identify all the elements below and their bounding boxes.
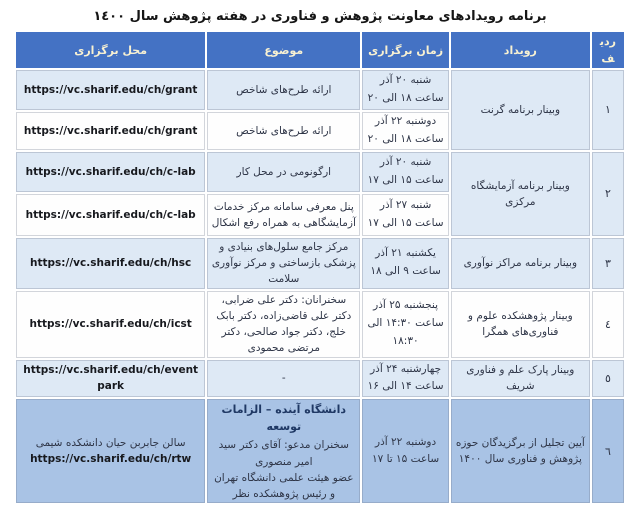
- cell-topic: ارگونومی در محل کار: [207, 152, 360, 192]
- cell-topic: ارائه طرح‌های شاخص: [207, 112, 360, 150]
- cell-event: وبینار برنامه مراکز نوآوری: [451, 238, 590, 289]
- time-date: پنجشنبه ۲۵ آذر: [373, 299, 439, 312]
- cell-row-number: ٣: [592, 238, 624, 289]
- cell-location: [16, 399, 205, 503]
- topic-speaker-affiliation: عضو هیئت علمی دانشگاه تهران و رئیس پژوهشکده نظر: [214, 471, 354, 501]
- cell-location-link[interactable]: https://vc.sharif.edu/ch/grant: [16, 112, 205, 150]
- time-hours: ساعت ۱۸ الی ۲۰: [367, 132, 444, 145]
- time-hours: ساعت ۱۵ الی ۱۷: [367, 173, 444, 186]
- time-date: دوشنبه ۲۲ آذر: [375, 435, 437, 448]
- cell-time: [362, 399, 449, 503]
- time-hours: ساعت ۹ الی ۱۸: [370, 265, 441, 278]
- cell-topic: -: [207, 360, 360, 398]
- time-date: شنبه ۲۰ آذر: [379, 155, 432, 168]
- table-header-row: [16, 32, 624, 68]
- cell-topic: سخنرانان: دکتر علی ضرابی، دکتر علی قاضی‌زاده، دکتر بابک خلج، دکتر جواد صالحی، دکتر مرتضی محمودی: [207, 291, 360, 358]
- topic-speaker-line: سخنران مدعو: آقای دکتر سید امیر منصوری: [218, 439, 349, 468]
- cell-event: آیین تجلیل از برگزیدگان حوزه پژوهش و فناوری سال ۱۴۰۰: [451, 399, 590, 503]
- time-hours: ساعت ۱۴ الی ۱۶: [367, 380, 444, 393]
- cell-topic: مرکز جامع سلول‌های بنیادی و پزشکی بازساختی و مرکز نوآوری سلامت: [207, 238, 360, 289]
- cell-time: [362, 194, 449, 236]
- time-hours: ساعت ۱۸ الی ۲۰: [367, 92, 444, 105]
- col-header-time: زمان برگزاری: [362, 32, 449, 68]
- time-date: شنبه ۲۷ آذر: [379, 198, 432, 211]
- cell-time: [362, 70, 449, 110]
- cell-location-link[interactable]: https://vc.sharif.edu/ch/c-lab: [16, 152, 205, 192]
- cell-location-link[interactable]: https://vc.sharif.edu/ch/grant: [16, 70, 205, 110]
- col-header-event: رویداد: [451, 32, 590, 68]
- table-row-highlighted: [16, 399, 624, 503]
- cell-row-number: ٦: [592, 399, 624, 503]
- cell-time: [362, 152, 449, 192]
- time-date: شنبه ۲۰ آذر: [379, 74, 432, 87]
- cell-location-link[interactable]: https://vc.sharif.edu/ch/hsc: [16, 238, 205, 289]
- time-date: دوشنبه ۲۲ آذر: [375, 115, 437, 128]
- table-row: [16, 291, 624, 358]
- cell-location-link[interactable]: https://vc.sharif.edu/ch/c-lab: [16, 194, 205, 236]
- events-table: [14, 30, 626, 505]
- time-hours: ساعت ۱۵ تا ۱۷: [371, 453, 440, 466]
- cell-event: وبینار برنامه آزمایشگاه مرکزی: [451, 152, 590, 236]
- cell-time: [362, 360, 449, 398]
- table-row: [16, 152, 624, 192]
- cell-event: وبینار برنامه گرنت: [451, 70, 590, 150]
- table-row: [16, 360, 624, 398]
- cell-location-link[interactable]: https://vc.sharif.edu/ch/eventpark: [16, 360, 205, 398]
- time-hours: ساعت ۱۴:۳۰ الی ۱۸:۳۰: [367, 317, 444, 348]
- cell-time: [362, 112, 449, 150]
- time-date: یکشنبه ۲۱ آذر: [375, 247, 436, 260]
- page-title: برنامه رویدادهای معاونت پژوهش و فناوری در هفته پژوهش سال ١٤٠٠: [93, 9, 547, 24]
- col-header-row-number: ردیف: [592, 32, 624, 68]
- cell-time: [362, 238, 449, 289]
- cell-row-number: ٥: [592, 360, 624, 398]
- time-date: چهارشنبه ۲۴ آذر: [370, 362, 442, 375]
- cell-row-number: ٤: [592, 291, 624, 358]
- cell-event: وبینار پژوهشکده علوم و فناوری‌های همگرا: [451, 291, 590, 358]
- col-header-location: محل برگزاری: [16, 32, 205, 68]
- time-hours: ساعت ۱۵ الی ۱۷: [367, 216, 444, 229]
- cell-location-link[interactable]: https://vc.sharif.edu/ch/rtw: [30, 453, 192, 466]
- cell-time: [362, 291, 449, 358]
- table-row: [16, 70, 624, 110]
- cell-row-number: ١: [592, 70, 624, 150]
- cell-location-link[interactable]: https://vc.sharif.edu/ch/icst: [16, 291, 205, 358]
- cell-event: وبینار پارک علم و فناوری شریف: [451, 360, 590, 398]
- cell-topic: ارائه طرح‌های شاخص: [207, 70, 360, 110]
- cell-topic: [207, 399, 360, 503]
- cell-row-number: ٢: [592, 152, 624, 236]
- location-venue-name: سالن جابربن حیان دانشکده شیمی: [35, 437, 186, 450]
- cell-topic: پنل معرفی سامانه مرکز خدمات آزمایشگاهی به همراه رفع اشکال: [207, 194, 360, 236]
- topic-band-title: دانشگاه آینده – الزامات توسعه: [221, 403, 347, 434]
- table-row: [16, 238, 624, 289]
- col-header-topic: موضوع: [207, 32, 360, 68]
